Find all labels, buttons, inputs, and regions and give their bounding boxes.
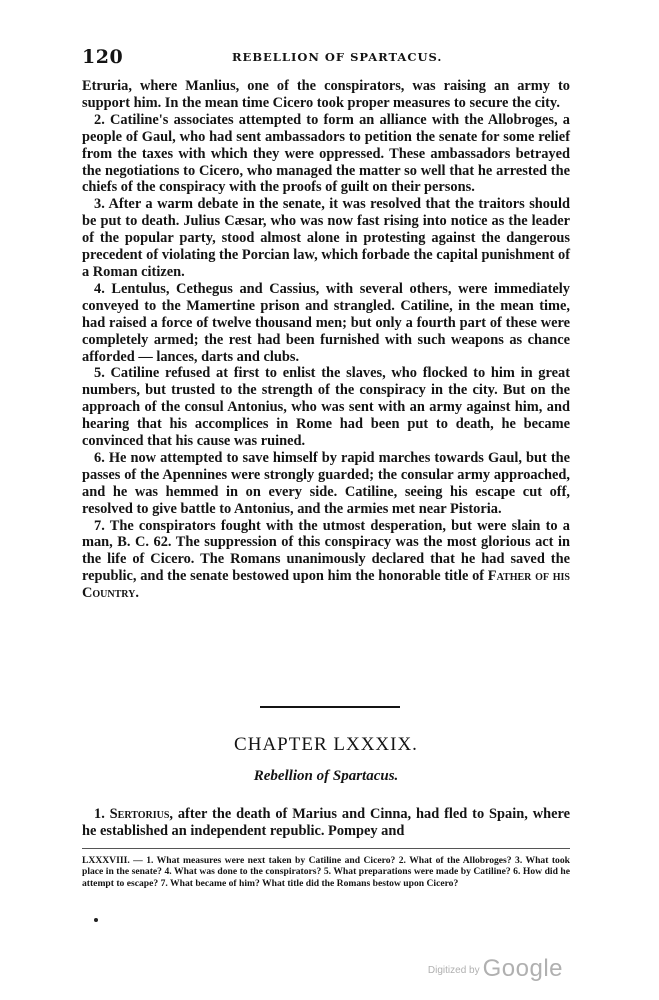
chapter-title: CHAPTER LXXXIX. (234, 734, 418, 755)
digitization-watermark (428, 955, 563, 983)
chapter-paragraph-number: 1. (94, 806, 110, 822)
honorific-title: Father of his Country (82, 568, 570, 602)
paragraph-6: 6. He now attempted to save himself by rapid marches towards Gaul, but the passes of the Apennines were strongly guarded; the consular army approached, and he was hemmed in on every side. Catiline, seeing his escape cut off, resolved to give battle to Antonius, and the armies met near Pistoria. (82, 449, 570, 517)
watermark-prefix: Digitized by (427, 965, 480, 976)
page-number: 120 (82, 46, 124, 68)
paragraph-4: 4. Lentulus, Cethegus and Cassius, with several others, were immediately conveyed to the Mamertine prison and strangled. Catiline, in the mean time, had raised a force of twelve thousand men; but only a fourth part of these were completely armed; the rest had been furnished with such weapons as chance afforded — lances, darts and clubs. (82, 280, 570, 365)
section-divider (260, 706, 400, 708)
paragraph-5: 5. Catiline refused at first to enlist the slaves, who flocked to him in great numbers, but trusted to the strength of the conspiracy in the city. But on the approach of the consul Antonius, who was sent with an army against him, and hearing that his accomplices in Rome had been put to death, he became convinced that his cause was ruined. (82, 365, 570, 450)
chapter-paragraph-1 (82, 806, 570, 840)
chapter-opening (82, 806, 570, 840)
footnote-divider (82, 848, 570, 849)
running-head: REBELLION OF SPARTACUS. (232, 50, 443, 64)
chapter-paragraph-text: , after the death of Marius and Cinna, had fled to Spain, where he established an independent republic. Pompey and (82, 806, 570, 839)
lead-name: Sertorius (109, 806, 170, 822)
paragraph-3: 3. After a warm debate in the senate, it was resolved that the traitors should be put to death. Julius Cæsar, who was now fast rising into notice as the leader of the popular party, stood almost alone in protesting against the dangerous precedent of violating the Porcian law, which forbade the capital punishment of a Roman citizen. (82, 196, 570, 280)
paragraph-2: 2. Catiline's associates attempted to form an alliance with the Allobroges, a people of Gaul, who had sent ambassadors to petition the senate for some relief from the taxes with which they were oppressed. These ambassadors betrayed the negotiations to Cicero, who managed the matter so well that he arrested the chiefs of the conspiracy with the proofs of guilt on their persons. (82, 111, 570, 196)
paragraph-7-text: 7. The conspirators fought with the utmost desperation, but were slain to a man, B. C. 62. The suppression of this conspiracy was the most glorious act in the life of Cicero. The Romans unanimously declared that he had saved the republic, and the senate bestowed upon him the honorable title of (82, 517, 570, 585)
watermark-brand: Google (482, 955, 563, 982)
page-header (82, 46, 570, 70)
main-text (82, 78, 570, 602)
chapter-subtitle: Rebellion of Spartacus. (253, 768, 399, 784)
footnote-questions: LXXXVIII. — 1. What measures were next taken by Catiline and Cicero? 2. What of the Allobroges? 3. What took place in the senate? 4. What was done to the conspirators? 5. What preparations were made by Catiline? 6. How did he attempt to escape? 7. What became of him? What title did the Romans bestow upon Cicero? (82, 855, 570, 889)
page-mark (94, 918, 98, 922)
paragraph-continuation: Etruria, where Manlius, one of the conspirators, was raising an army to support him. In the mean time Cicero took proper measures to secure the city. (82, 78, 570, 111)
paragraph-7-end: . (135, 585, 139, 602)
paragraph-7 (82, 518, 570, 603)
